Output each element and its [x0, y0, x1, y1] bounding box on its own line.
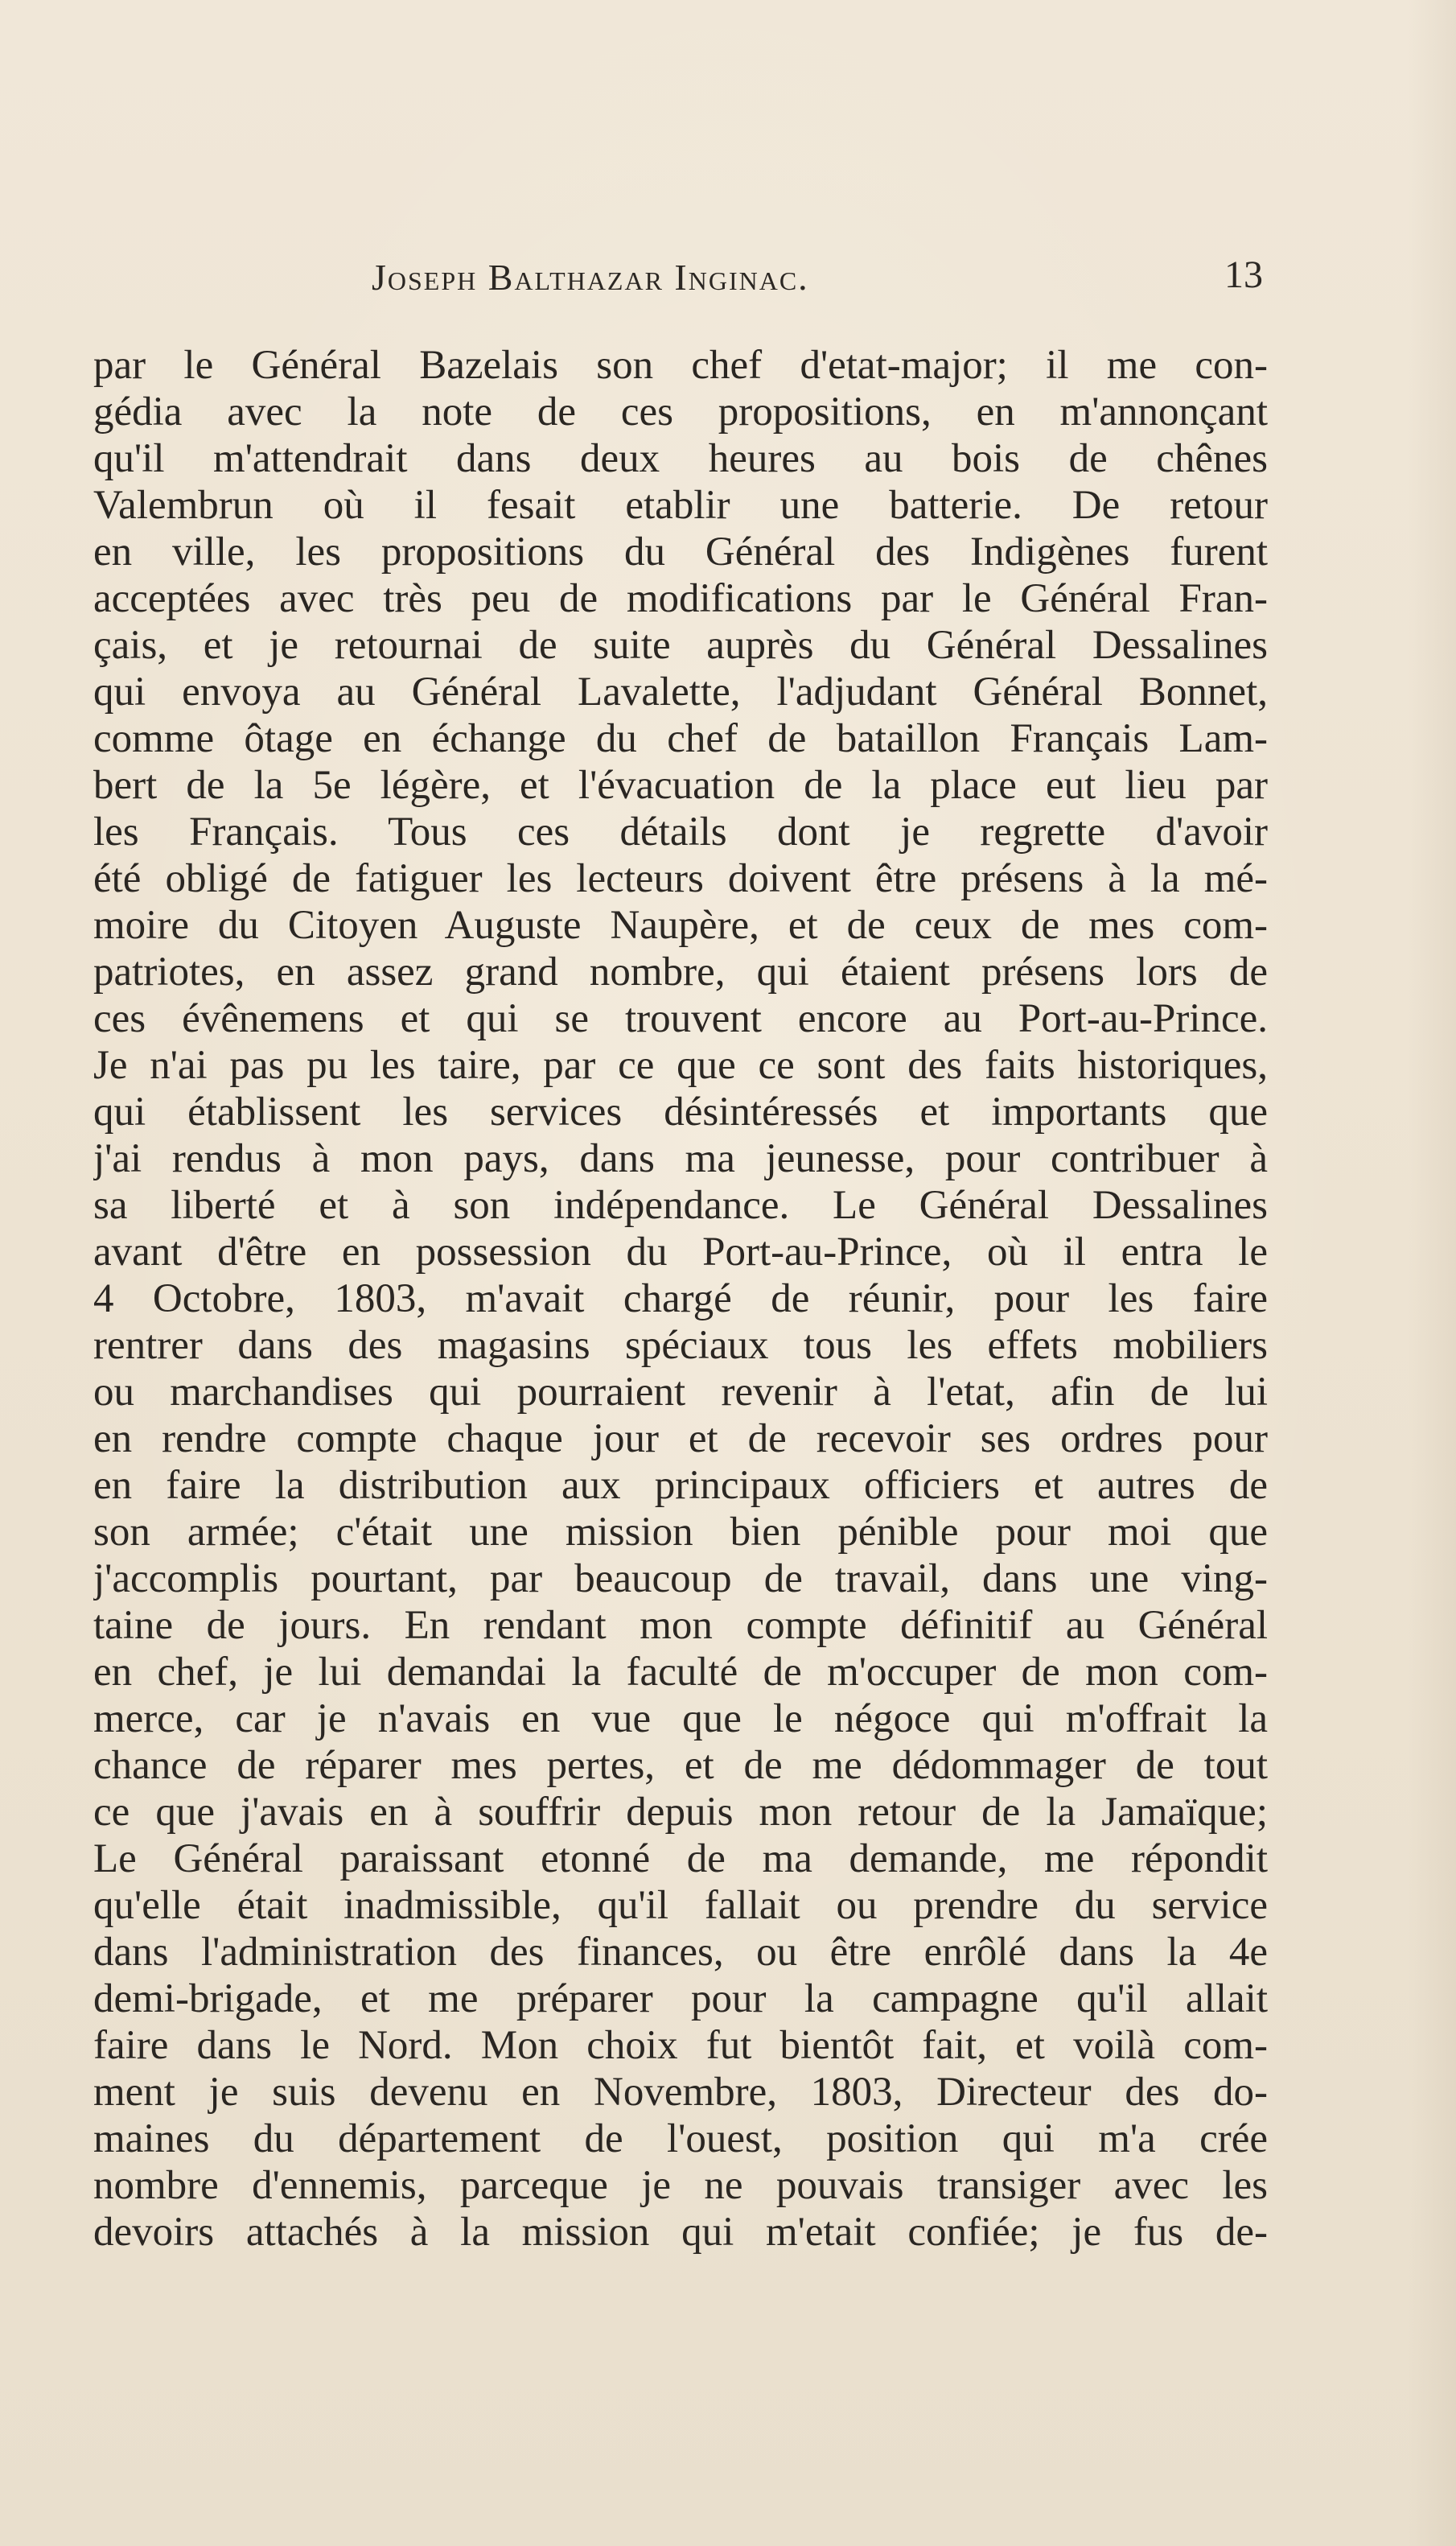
text-line: demi-brigade, et me préparer pour la campagne qu'il allait: [93, 1976, 1268, 2021]
text-line: en faire la distribution aux principaux officiers et autres de: [93, 1463, 1268, 1508]
running-head: [88, 249, 1263, 314]
text-line: qui envoya au Général Lavalette, l'adjudant Général Bonnet,: [93, 669, 1268, 715]
text-line: merce, car je n'avais en vue que le négoce qui m'offrait la: [93, 1696, 1268, 1741]
text-line: les Français. Tous ces détails dont je regrette d'avoir: [93, 810, 1268, 855]
text-line: son armée; c'était une mission bien pénible pour moi que: [93, 1510, 1268, 1555]
text-line: taine de jours. En rendant mon compte définitif au Général: [93, 1603, 1268, 1648]
text-line: Valembrun où il fesait etablir une batterie. De retour: [93, 483, 1268, 528]
body-text: [93, 342, 1268, 2256]
text-line: en ville, les propositions du Général des Indigènes furent: [93, 529, 1268, 575]
text-line: nombre d'ennemis, parceque je ne pouvais transiger avec les: [93, 2163, 1268, 2208]
text-line: Je n'ai pas pu les taire, par ce que ce sont des faits historiques,: [93, 1043, 1268, 1088]
text-line: par le Général Bazelais son chef d'etat-major; il me con-: [93, 343, 1268, 388]
text-line: chance de réparer mes pertes, et de me dédommager de tout: [93, 1743, 1268, 1788]
text-line: rentrer dans des magasins spéciaux tous les effets mobiliers: [93, 1323, 1268, 1368]
text-line: en rendre compte chaque jour et de recevoir ses ordres pour: [93, 1416, 1268, 1461]
page-edge-shadow: [1408, 0, 1456, 2546]
text-line: gédia avec la note de ces propositions, en m'annonçant: [93, 389, 1268, 435]
running-title: Joseph Balthazar Inginac.: [372, 257, 809, 298]
text-line: ce que j'avais en à souffrir depuis mon retour de la Jamaïque;: [93, 1790, 1268, 1835]
text-line: en chef, je lui demandai la faculté de m'occuper de mon com-: [93, 1650, 1268, 1695]
text-line: 4 Octobre, 1803, m'avait chargé de réunir, pour les faire: [93, 1276, 1268, 1321]
text-line: moire du Citoyen Auguste Naupère, et de ceux de mes com-: [93, 903, 1268, 948]
text-line: qu'il m'attendrait dans deux heures au bois de chênes: [93, 436, 1268, 481]
text-line: avant d'être en possession du Port-au-Prince, où il entra le: [93, 1230, 1268, 1275]
page-number: 13: [1224, 253, 1263, 296]
text-line: devoirs attachés à la mission qui m'etait confiée; je fus de-: [93, 2210, 1268, 2255]
text-line: ou marchandises qui pourraient revenir à l'etat, afin de lui: [93, 1370, 1268, 1415]
text-line: ces évênemens et qui se trouvent encore au Port-au-Prince.: [93, 996, 1268, 1041]
text-line: j'ai rendus à mon pays, dans ma jeunesse, pour contribuer à: [93, 1136, 1268, 1181]
text-line: bert de la 5e légère, et l'évacuation de la place eut lieu par: [93, 763, 1268, 808]
text-line: maines du département de l'ouest, position qui m'a crée: [93, 2116, 1268, 2161]
text-line: patriotes, en assez grand nombre, qui étaient présens lors de: [93, 950, 1268, 995]
text-line: çais, et je retournai de suite auprès du Général Dessalines: [93, 623, 1268, 668]
text-line: ment je suis devenu en Novembre, 1803, Directeur des do-: [93, 2070, 1268, 2115]
text-line: acceptées avec très peu de modifications par le Général Fran-: [93, 576, 1268, 621]
text-line: Le Général paraissant etonné de ma demande, me répondit: [93, 1836, 1268, 1881]
text-line: dans l'administration des finances, ou être enrôlé dans la 4e: [93, 1930, 1268, 1975]
text-line: qui établissent les services désintéressés et importants que: [93, 1090, 1268, 1135]
text-line: sa liberté et à son indépendance. Le Général Dessalines: [93, 1183, 1268, 1228]
text-line: faire dans le Nord. Mon choix fut bientôt fait, et voilà com-: [93, 2023, 1268, 2068]
text-line: qu'elle était inadmissible, qu'il fallait ou prendre du service: [93, 1883, 1268, 1928]
text-line: été obligé de fatiguer les lecteurs doivent être présens à la mé-: [93, 856, 1268, 901]
text-line: comme ôtage en échange du chef de bataillon Français Lam-: [93, 716, 1268, 761]
text-line: j'accomplis pourtant, par beaucoup de travail, dans une ving-: [93, 1556, 1268, 1601]
